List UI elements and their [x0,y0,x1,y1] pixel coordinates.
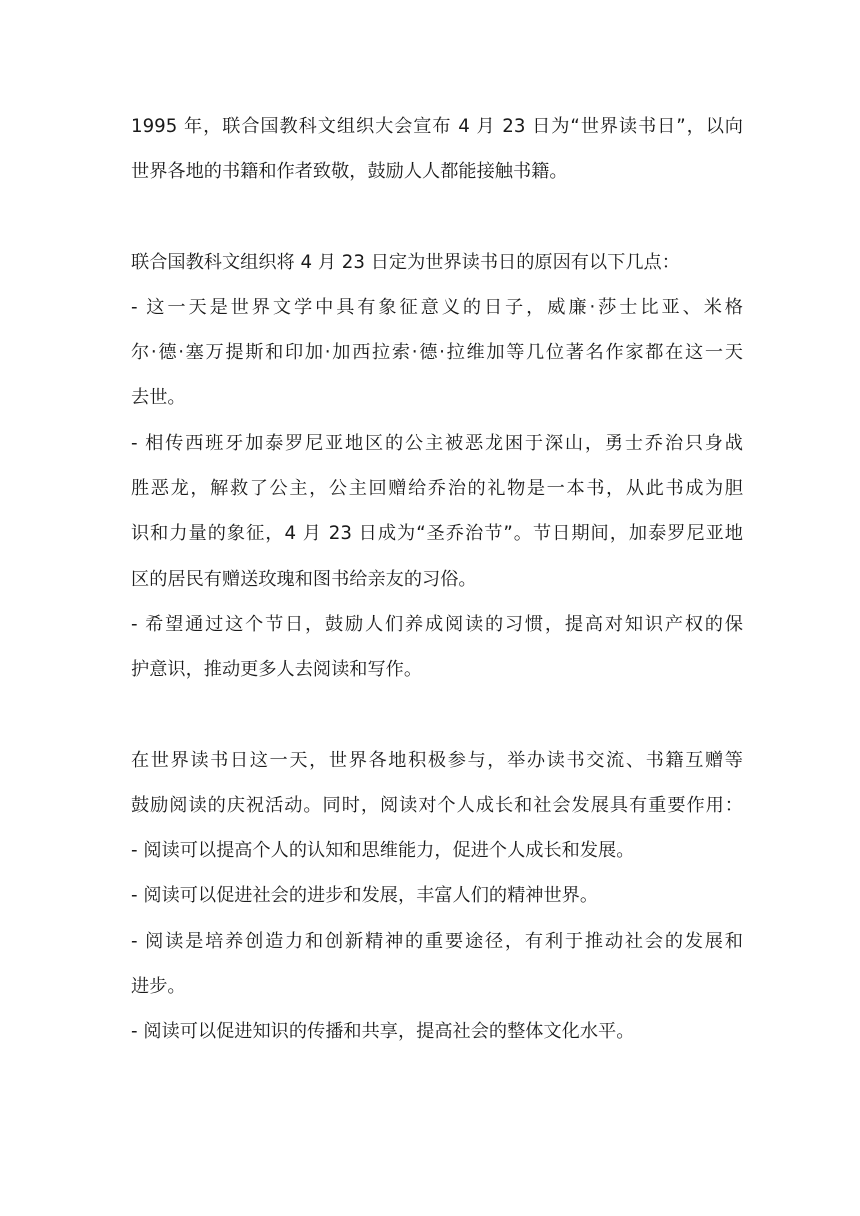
text-line: 尔·德·塞万提斯和印加·加西拉索·德·拉维加等几位著名作家都在这一天 [131,342,743,364]
paragraph-gap [131,701,743,746]
text-line: - 阅读是培养创造力和创新精神的重要途径，有利于推动社会的发展和 [131,930,743,952]
list-item [131,1017,743,1046]
document-body [131,112,743,1063]
list-item [131,881,743,910]
text-line: 胜恶龙，解救了公主，公主回赠给乔治的礼物是一本书，从此书成为胆 [131,478,743,500]
text-line: 鼓励阅读的庆祝活动。同时，阅读对个人成长和社会发展具有重要作用： [131,794,743,816]
activities-section [131,746,743,1047]
text-line: 护意识，推动更多人去阅读和写作。 [131,659,423,681]
text-line: - 阅读可以提高个人的认知和思维能力，促进个人成长和发展。 [131,840,635,862]
text-line: 识和力量的象征，4 月 23 日成为“圣乔治节”。节日期间，加泰罗尼亚地 [131,523,743,545]
list-item [131,293,743,413]
text-line: - 这一天是世界文学中具有象征意义的日子，威廉·莎士比亚、米格 [131,296,743,318]
intro-paragraph [131,112,743,186]
text-line: 1995 年，联合国教科文组织大会宣布 4 月 23 日为“世界读书日”，以向 [131,116,743,137]
text-line: 在世界读书日这一天，世界各地积极参与，举办读书交流、书籍互赠等 [131,749,743,771]
text-line: 世界各地的书籍和作者致敬，鼓励人人都能接触书籍。 [131,161,568,183]
text-line: - 阅读可以促进社会的进步和发展，丰富人们的精神世界。 [131,885,599,907]
text-line: 去世。 [131,387,186,409]
reasons-section [131,248,743,685]
text-line: - 阅读可以促进知识的传播和共享，提高社会的整体文化水平。 [131,1021,635,1043]
list-item [131,927,743,1001]
list-item [131,836,743,865]
text-line: 区的居民有赠送玫瑰和图书给亲友的习俗。 [131,568,477,590]
list-item [131,610,743,684]
text-line: 进步。 [131,976,186,998]
list-item [131,429,743,594]
text-line: - 希望通过这个节日，鼓励人们养成阅读的习惯，提高对知识产权的保 [131,613,743,635]
section-intro: 联合国教科文组织将 4 月 23 日定为世界读书日的原因有以下几点： [131,251,680,273]
text-line: - 相传西班牙加泰罗尼亚地区的公主被恶龙困于深山，勇士乔治只身战 [131,432,743,454]
paragraph-gap [131,203,743,248]
